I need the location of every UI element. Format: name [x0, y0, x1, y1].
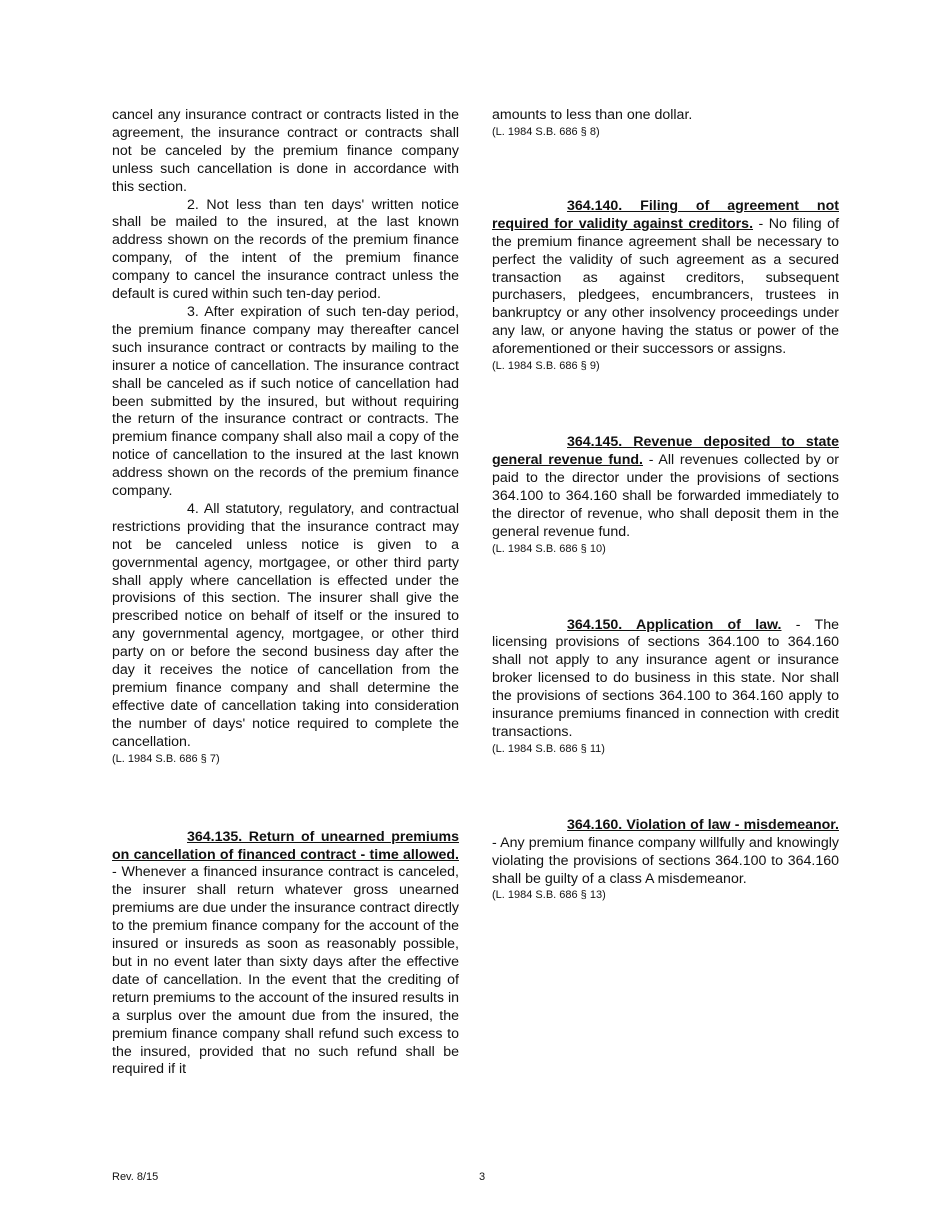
- section-spacer: [492, 557, 839, 617]
- section-364-150: [492, 617, 839, 742]
- history-note-13: (L. 1984 S.B. 686 § 13): [492, 889, 606, 902]
- paragraph-subsection-3: 3. After expiration of such ten-day period, the premium finance company may thereafter cancel such insurance contract or contracts by mailing to the insurer a notice of cancellation. The insurance contract shall be canceled as if such notice of cancellation had been submitted by the insured, but without requiring the return of the insurance contract or contracts. The premium finance company shall also mail a copy of the notice of cancellation to the insured at the last known address shown on the records of the premium finance company.: [112, 303, 459, 500]
- section-364-140: [492, 198, 839, 359]
- section-heading-364-150: 364.150. Application of law.: [567, 616, 782, 633]
- history-note-7: (L. 1984 S.B. 686 § 7): [112, 752, 220, 765]
- left-column: [112, 107, 459, 1079]
- section-364-135: [112, 829, 459, 1080]
- section-heading-364-140: 364.140. Filing of agreement not required for validity against creditors.: [492, 197, 839, 232]
- paragraph-subsection-4: 4. All statutory, regulatory, and contractual restrictions providing that the insurance contract may not be canceled unless notice is given to a governmental agency, mortgagee, or other third party shall apply where cancellation is effected under the provisions of this section. The insurer shall give the prescribed notice on behalf of itself or the insured to any governmental agency, mortgagee, or other third party on or before the second business day after the day it receives the notice of cancellation from the premium finance company and shall determine the effective date of cancellation taking into consideration the number of days' notice required to complete the cancellation.: [112, 500, 459, 750]
- history-note-10: (L. 1984 S.B. 686 § 10): [492, 542, 606, 555]
- history-note-9: (L. 1984 S.B. 686 § 9): [492, 360, 600, 373]
- section-spacer: [112, 767, 459, 829]
- footer-revision: Rev. 8/15: [112, 1171, 159, 1183]
- right-column: [492, 107, 839, 903]
- section-heading-364-145: 364.145. Revenue deposited to state general revenue fund.: [492, 434, 839, 468]
- paragraph-subsection-2: 2. Not less than ten days' written notice shall be mailed to the insured, at the last known address shown on the records of the premium finance company, of the intent of the premium finance company to cancel the insurance contract unless the default is cured within such ten-day period.: [112, 196, 459, 303]
- section-spacer: [492, 140, 839, 198]
- section-heading-364-160: 364.160. Violation of law - misdemeanor.: [567, 816, 839, 833]
- history-note-11: (L. 1984 S.B. 686 § 11): [492, 742, 605, 755]
- section-364-145: [492, 434, 839, 541]
- section-spacer: [492, 374, 839, 434]
- section-body-364-135: - Whenever a financed insurance contract is canceled, the insurer shall return whatever gross unearned premiums are due under the insurance contract directly to the premium finance company for the account of the insured or insureds as soon as reasonably possible, but in no event later than sixty days after the effective date of cancellation. In the event that the crediting of return premiums to the account of the insured results in a surplus over the amount due from the insured, the premium finance company shall refund such excess to the insured, provided that no such refund shall be required if it: [112, 864, 459, 1078]
- section-spacer: [492, 757, 839, 817]
- paragraph-continuation-right: amounts to less than one dollar.: [492, 107, 693, 123]
- section-heading-364-135: 364.135. Return of unearned premiums on cancellation of financed contract - time allowed.: [112, 828, 459, 863]
- section-body-364-140: - No filing of the premium finance agreement shall be necessary to perfect the validity of such agreement as a secured transaction as against creditors, subsequent purchasers, pledgees, encumbrancers, trustees in bankruptcy or any other insolvency proceedings under any law, or anyone having the status or power of the aforementioned or their successors or assigns.: [492, 215, 840, 358]
- section-body-364-150: - The licensing provisions of sections 364.100 to 364.160 shall not apply to any insurance agent or insurance broker licensed to do business in this state. Nor shall the provisions of sections 364.100 to 364.160 apply to insurance premiums financed in connection with credit transactions.: [492, 616, 839, 740]
- history-note-8: (L. 1984 S.B. 686 § 8): [492, 125, 600, 138]
- section-364-160: [492, 817, 839, 889]
- footer-page-number: 3: [479, 1171, 486, 1183]
- section-body-364-160: - Any premium finance company willfully and knowingly violating the provisions of sections 364.100 to 364.160 shall be guilty of a class A misdemeanor.: [492, 834, 839, 887]
- paragraph-continuation: cancel any insurance contract or contracts listed in the agreement, the insurance contract or contracts shall not be canceled by the premium finance company unless such cancellation is done in accordance with this section.: [112, 107, 459, 195]
- section-body-364-145: - All revenues collected by or paid to the director under the provisions of sections 364.100 to 364.160 shall be forwarded immediately to the director of revenue, who shall deposit them in the general revenue fund.: [492, 451, 839, 540]
